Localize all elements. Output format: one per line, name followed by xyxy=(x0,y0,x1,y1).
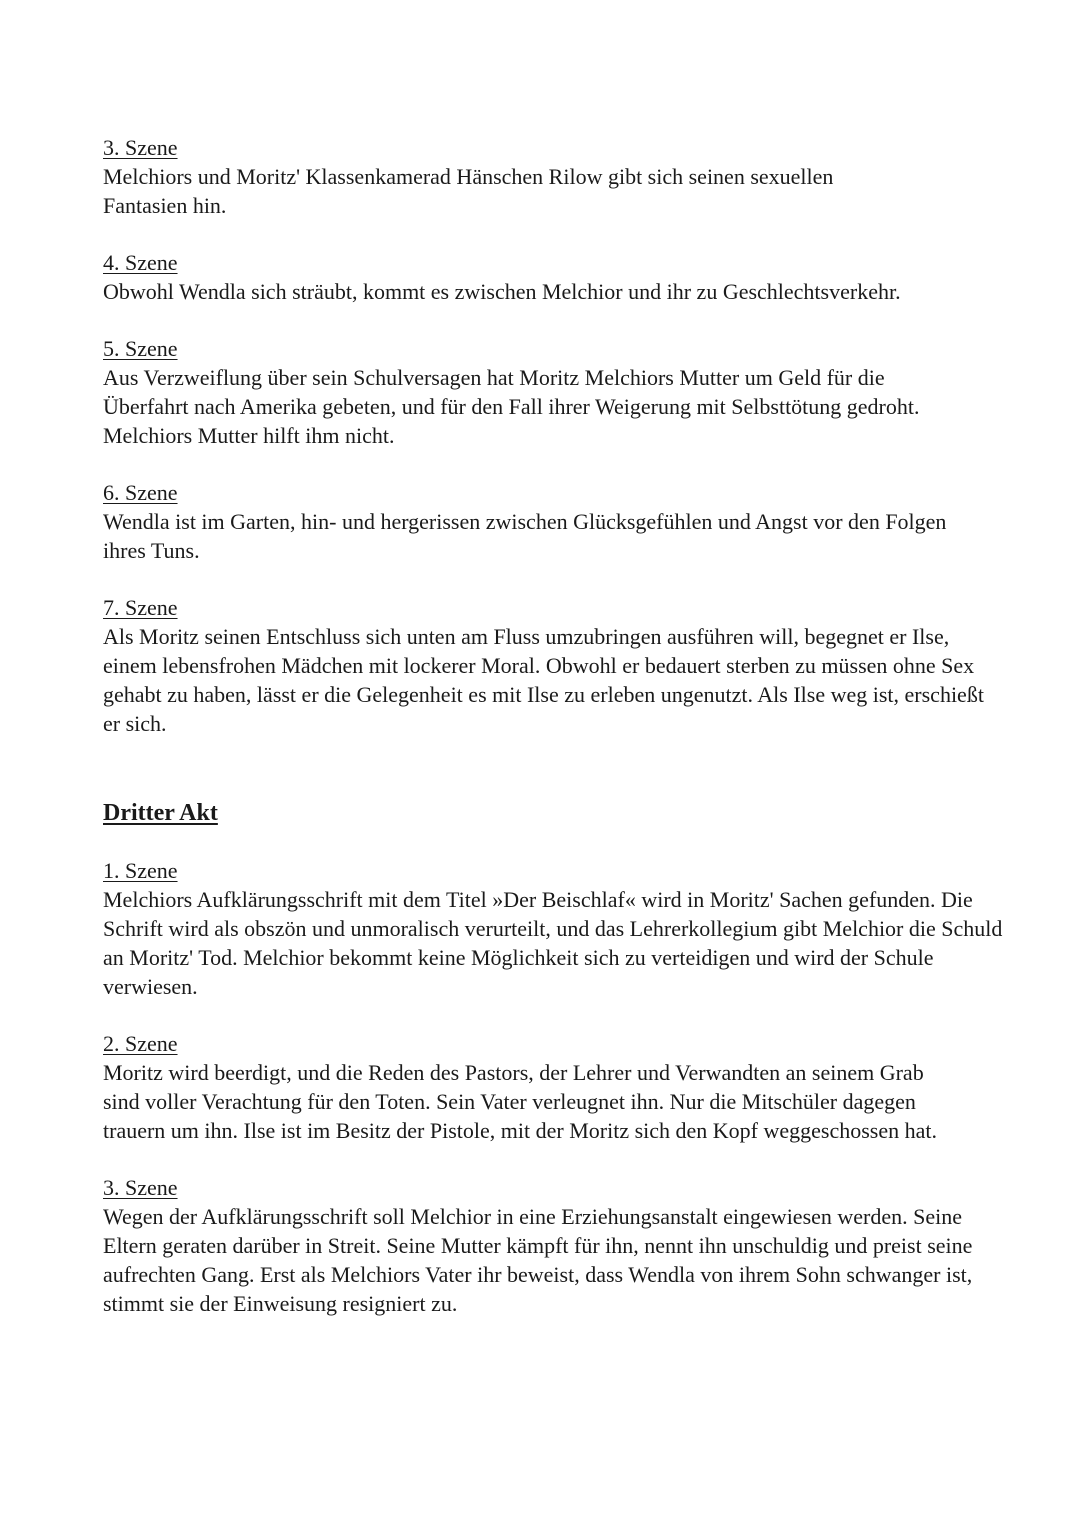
scene-block xyxy=(103,1029,1003,1145)
scene-heading: 7. Szene xyxy=(103,595,178,620)
scene-heading: 3. Szene xyxy=(103,135,178,160)
scene-text: Wendla ist im Garten, hin- und hergerissen zwischen Glücksgefühlen und Angst vor den Folgen ihres Tuns. xyxy=(103,509,947,563)
scene-heading: 1. Szene xyxy=(103,858,178,883)
scene-heading: 3. Szene xyxy=(103,1175,178,1200)
scene-text: Als Moritz seinen Entschluss sich unten am Fluss umzubringen ausführen will, begegnet er Ilse, einem lebensfrohen Mädchen mit lockerer Moral. Obwohl er bedauert sterben zu müssen ohne Sex gehabt zu haben, lässt er die Gelegenheit es mit Ilse zu erleben ungenutzt. Als Ilse weg ist, erschießt er sich. xyxy=(103,624,984,736)
scene-block xyxy=(103,334,1003,450)
scene-heading: 2. Szene xyxy=(103,1031,178,1056)
scene-text: Aus Verzweiflung über sein Schulversagen hat Moritz Melchiors Mutter um Geld für die Überfahrt nach Amerika gebeten, und für den Fall ihrer Weigerung mit Selbsttötung gedroht. Melchiors Mutter hilft ihm nicht. xyxy=(103,365,920,448)
scene-text: Moritz wird beerdigt, und die Reden des Pastors, der Lehrer und Verwandten an seinem Grab sind voller Verachtung für den Toten. Sein Vater verleugnet ihn. Nur die Mitschüler dagegen trauern um ihn. Ilse ist im Besitz der Pistole, mit der Moritz sich den Kopf weggeschossen hat. xyxy=(103,1060,938,1143)
scene-block xyxy=(103,593,1003,738)
scene-text: Wegen der Aufklärungsschrift soll Melchior in eine Erziehungsanstalt eingewiesen werden. Seine Eltern geraten darüber in Streit. Seine Mutter kämpft für ihn, nennt ihn unschuldig und preist seine aufrechten Gang. Erst als Melchiors Vater ihr beweist, dass Wendla von ihrem Sohn schwanger ist, stimmt sie der Einweisung resigniert zu. xyxy=(103,1204,973,1316)
scene-block xyxy=(103,856,1003,1001)
scene-text: Obwohl Wendla sich sträubt, kommt es zwischen Melchior und ihr zu Geschlechtsverkehr. xyxy=(103,279,901,304)
scene-text: Melchiors und Moritz' Klassenkamerad Hänschen Rilow gibt sich seinen sexuellen Fantasien hin. xyxy=(103,164,834,218)
scene-heading: 6. Szene xyxy=(103,480,178,505)
act-heading: Dritter Akt xyxy=(103,800,218,826)
scene-block xyxy=(103,1173,1003,1318)
scene-block xyxy=(103,133,1003,220)
scene-heading: 4. Szene xyxy=(103,250,178,275)
document-page xyxy=(103,133,1003,1346)
scene-block xyxy=(103,478,1003,565)
scene-block xyxy=(103,248,1003,306)
scene-heading: 5. Szene xyxy=(103,336,178,361)
scene-text: Melchiors Aufklärungsschrift mit dem Titel »Der Beischlaf« wird in Moritz' Sachen gefunden. Die Schrift wird als obszön und unmoralisch verurteilt, und das Lehrerkollegium gibt Melchior die Schuld an Moritz' Tod. Melchior bekommt keine Möglichkeit sich zu verteidigen und wird der Schule verwiesen. xyxy=(103,887,1003,999)
